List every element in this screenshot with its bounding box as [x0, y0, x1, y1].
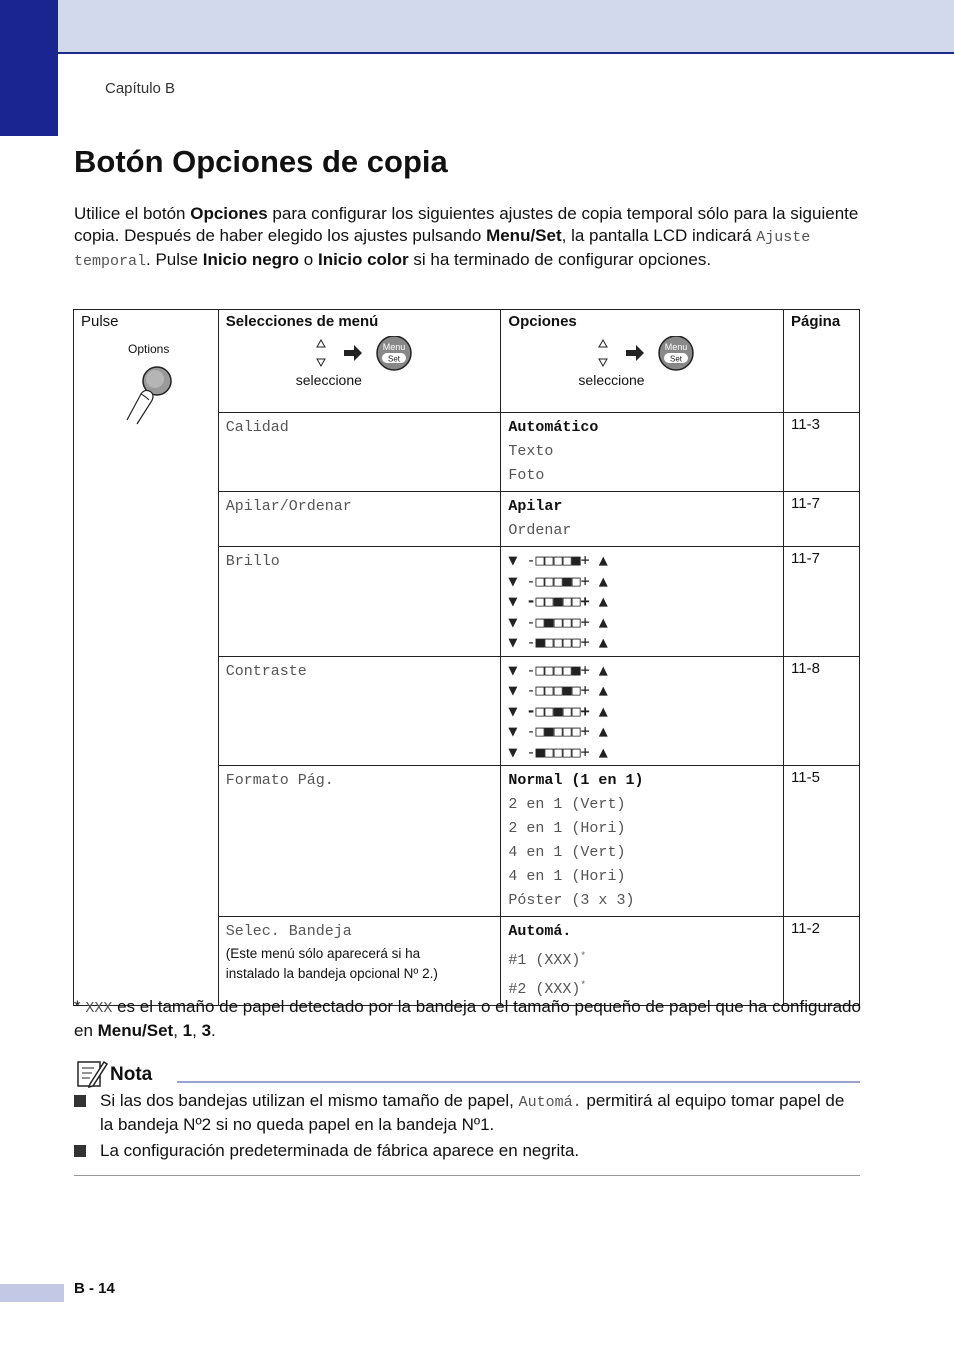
note-divider: [177, 1081, 860, 1083]
options-list: Apilar Ordenar: [501, 492, 784, 547]
pulse-column: [74, 310, 219, 1006]
top-header-bar: [0, 0, 954, 54]
page-title: Botón Opciones de copia: [74, 144, 448, 179]
bullet-square-icon: [74, 1095, 86, 1107]
page-ref: 11-8: [784, 656, 860, 766]
options-list: Automático Texto Foto: [501, 413, 784, 492]
page-number: B - 14: [74, 1280, 115, 1297]
options-header-cell: [501, 310, 784, 413]
select-label: seleccione: [295, 372, 362, 388]
page-header: Página: [791, 313, 841, 330]
options-list: Normal (1 en 1) 2 en 1 (Vert) 2 en 1 (Hori) 4 en 1 (Vert) 4 en 1 (Hori) Póster (3 x 3): [501, 766, 784, 917]
bullet-square-icon: [74, 1145, 86, 1157]
note-item: Si las dos bandejas utilizan el mismo tamaño de papel, Automá. permitirá al equipo tomar papel de la bandeja Nº2 si no queda papel en la bandeja Nº1.: [74, 1090, 860, 1136]
menu-item: Brillo: [218, 547, 501, 657]
menu-item-with-note: Selec. Bandeja (Este menú sólo aparecerá si ha instalado la bandeja opcional Nº 2.): [218, 917, 501, 1006]
copy-options-table: [73, 309, 860, 1006]
select-label: seleccione: [578, 372, 645, 388]
level-options: ▼ -□□□□■+ ▲ ▼ -□□□■□+ ▲ ▼ -□□■□□+ ▲ ▼ -□■□□□+ ▲ ▼ -■□□□□+ ▲: [501, 547, 784, 657]
menu-item: Contraste: [218, 656, 501, 766]
page-ref: 11-7: [784, 547, 860, 657]
page-number-bar: [0, 1284, 64, 1302]
page-ref: 11-7: [784, 492, 860, 547]
note-item: La configuración predeterminada de fábrica aparece en negrita.: [74, 1140, 860, 1162]
menu-key-top-label: Menu: [665, 342, 688, 352]
chapter-tab-marker: [0, 0, 58, 136]
note-title: Nota: [110, 1064, 153, 1085]
page-ref: 11-2: [784, 917, 860, 1006]
menu-selection-header: Selecciones de menú: [225, 313, 379, 330]
page-ref: 11-5: [784, 766, 860, 917]
menu-key-top-label: Menu: [382, 342, 406, 352]
menu-item: Formato Pág.: [218, 766, 501, 917]
menu-key-bottom-label: Set: [670, 354, 683, 364]
options-button-label: Options: [128, 342, 170, 356]
chapter-label: Capítulo B: [105, 80, 176, 97]
menu-item: Apilar/Ordenar: [218, 492, 501, 547]
note-pencil-icon: [76, 1058, 108, 1088]
menu-selection-header-cell: [218, 310, 501, 413]
menu-note: (Este menú sólo aparecerá si ha instalado la bandeja opcional Nº 2.): [225, 946, 438, 981]
footnote: * XXX es el tamaño de papel detectado por la bandeja o el tamaño pequeño de papel que ha configurado en Menu/Set, 1, 3.: [74, 997, 861, 1040]
intro-paragraph: Utilice el botón Opciones para configurar los siguientes ajustes de copia temporal sólo para la siguiente copia. Después de haber elegido los ajustes pulsando Menu/Set, la pantalla LCD indicará Ajuste temporal. Pulse Inicio negro o Inicio color si ha terminado de configurar opciones.: [74, 204, 859, 270]
menu-item: Calidad: [218, 413, 501, 492]
options-list: Automá. #1 (XXX)* #2 (XXX)*: [501, 917, 784, 1006]
options-header: Opciones: [508, 313, 577, 330]
note-end-divider: [74, 1175, 860, 1176]
pulse-header: Pulse: [81, 313, 119, 330]
page-header-cell: [784, 310, 860, 413]
options-button-press-icon: [115, 360, 175, 426]
level-options: ▼ -□□□□■+ ▲ ▼ -□□□■□+ ▲ ▼ -□□■□□+ ▲ ▼ -□■□□□+ ▲ ▼ -■□□□□+ ▲: [501, 656, 784, 766]
menu-key-bottom-label: Set: [387, 354, 400, 364]
page-ref: 11-3: [784, 413, 860, 492]
